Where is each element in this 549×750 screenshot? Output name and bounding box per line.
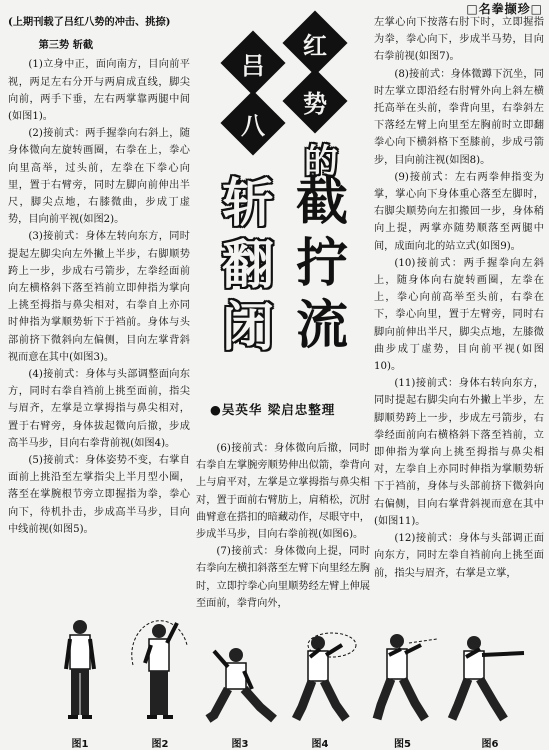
title-char: 势 [303,89,327,118]
paragraph: (6)接前式：身体微向后撤，同时右拳自左掌腕旁顺势伸出似箭，拳背向上与肩平对，左掌是立掌拇指与鼻尖相对，置于面前右臂肪上，肩稍松，沉肘曲臂意在搭扣的暗藏动作，尽眼守中，步成半马步，目向右拳前视(如图6)。 [196,443,370,541]
title-big-char: 斩 [222,174,275,234]
figure-1 [50,615,110,750]
figure-1-illustration [50,615,110,735]
paragraph: (7)接前式：身体微向上提，同时右拳向左横扣斜落至左臂下向里经左胸时，立即拧拳心向里顺势经左臂上伸展至面前，拳背向外， [196,546,370,609]
figure-label: 图3 [231,739,249,750]
figure-label: 图1 [71,739,89,750]
title-char: 吕 [241,51,265,80]
figure-label: 图6 [481,739,499,750]
title-diamond [220,90,285,155]
figure-label: 图4 [311,739,329,750]
figure-label: 图2 [151,739,169,750]
paragraph: (2)接前式：两手握拳向右斜上，随身体微向左旋转画圈，右拳在上，拳心向里高举，过头前，左拳在下拳心向里，置于右臂旁，同时左脚向前伸出半尺，脚尖点地，右膝微曲，步成丁虚势，目向前平视(如图2)。 [8,128,190,226]
figure-2-illustration [125,615,195,735]
figure-6 [440,615,540,750]
column-tag: □名拳撷珍□ [466,2,543,16]
title-de-char: 的 [304,142,338,182]
right-text-column [374,14,544,582]
paragraph: (12)接前式：身体与头部调正面向东方，同时左拳自裆前向上挑至面前，指尖与眉齐，右掌是立掌， [374,533,544,579]
title-big-char: 流 [296,296,349,356]
title-diamond [220,30,285,95]
paragraph: 左掌心向下按落右肘下时，立即握指为拳，拳心向下，步成半马势，目向右拳前视(如图7)。 [374,17,544,63]
title-big-char: 截 [296,172,349,232]
paragraph: (9)接前式：左右两拳伸指变为掌，掌心向下身体重心落至左脚时，右脚尖顺势向左扣搬回一步，身体稍向上提，两掌亦随势顺落至两腿中间，成面向北的站立式(如图9)。 [374,171,544,252]
figure-2 [125,615,195,750]
section-heading: 第三势 斩截 [38,39,94,52]
title-char: 红 [303,31,327,60]
paragraph: (5)接前式：身体姿势不变，右掌自面前上挑沿至左掌指尖上半月型小圈，落至在掌腕根节旁立即握指为拳，拳心向下，待机扑击，步成高半马步，目向中线前视(如图5)。 [8,455,190,535]
figure-4-illustration [280,615,360,735]
paragraph: (1)立身中正，面向南方，目向前平视，两足左右分开与两肩成直线，脚尖向前，两手下垂，左右两掌靠两腿中间(如图1)。 [8,59,190,123]
figure-6-illustration [440,615,540,735]
middle-text-column [196,440,370,612]
title-diamond [282,68,347,133]
figure-5-illustration [365,615,440,735]
left-text-column [8,14,190,538]
figure-3-illustration [200,615,280,735]
authors-line: ●吴英华 梁启忠整理 [210,402,336,417]
figure-4 [280,615,360,750]
title-char: 八 [241,111,265,140]
paragraph: (10)接前式：两手握拳向左斜上，随身体向右旋转画圈，左拳在上，拳心向前高举至头前，右拳在下，拳心向里，置于左臂旁，同时右脚向前伸出半尺，脚尖点地，左膝微曲步成丁虚势，目向前平视(如图10)。 [374,257,544,373]
paragraph: (3)接前式：身体左转向东方，同时提起左脚尖向左外撇上半步，右脚顺势跨上一步，步成右弓箭步，左拳经面前向左横格斜下落至裆前立即伸指为掌向上挑至拇指与鼻尖相对，右拳自上亦同时伸指为掌顺势斩下于裆前。身体与头部前挤下微斜向左偏侧，目向左掌背斜视而意在其中(如图3)。 [8,231,190,363]
title-big-char: 拧 [296,234,349,294]
title-big-char: 翻 [222,236,275,296]
article-title [200,18,370,398]
paragraph: (4)接前式：身体与头部调整面向东方，同时右拳自裆前上挑至面前，指尖与眉齐，左掌是立掌拇指与鼻尖相对，置于右臂旁，身体拔起微向后撤，步成高半马步，目向右拳背前视(如图4)。 [8,369,190,449]
title-big-char: 闭 [222,298,275,358]
paragraph: (8)接前式：身体微蹲下沉坐，同时左掌立即沿经右肘臂外向上斜左横托高举在头前，拳背向里，右拳斜左下落经左臂上向里至左胸前时立即翻拳心向下横斜格下至膝前，步成弓箭步，目向前注视(如图8)。 [374,68,544,166]
paragraph: (11)接前式：身体右转向东方，同时提起右脚尖向右外撇上半步，左脚顺势跨上一步，步成左弓箭步，右拳经面前向右横格斜下落至裆前，立即伸指为掌向上挑至拇指与鼻尖相对，左拳自上亦同时伸指为掌顺势斩下于裆前，身体与头部前挤下微斜向右偏侧，目向右掌背斜视而意在其中(如图11)。 [374,378,544,527]
figure-label: 图5 [394,739,411,750]
figure-3 [200,615,280,750]
figure-5 [365,615,440,750]
title-diamond [282,10,347,75]
figure-strip [0,612,549,750]
previous-issue-note: (上期刊载了吕红八势的冲击、挑捺) [8,16,171,28]
